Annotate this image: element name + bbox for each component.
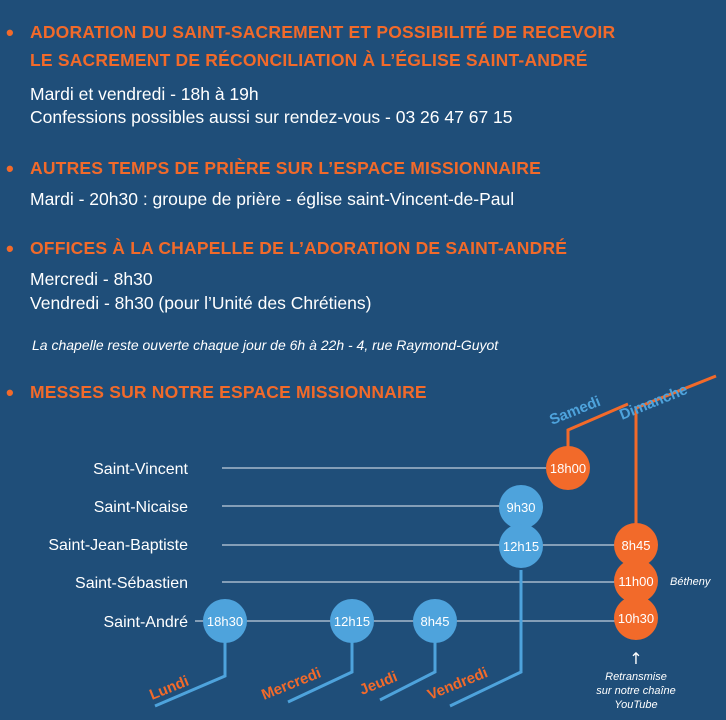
time-label: 8h45 [621,538,651,553]
day-label-samedi: Samedi [547,392,603,429]
time-label: 8h45 [420,614,450,629]
time-label: 9h30 [506,500,536,515]
bullet-messes: • [6,380,14,405]
bullet-adoration: • [6,20,14,45]
mass-lundi-andre [203,599,247,643]
bullet-priere: • [6,156,14,181]
church-label-nicaise: Saint-Nicaise [93,499,188,516]
heading-offices: OFFICES À LA CHAPELLE DE L’ADORATION DE SAINT-ANDRÉ [30,238,568,258]
time-label: 10h30 [617,611,655,626]
church-label-sebastien: Saint-Sébastien [75,575,188,592]
mass-mercredi-andre [330,599,374,643]
time-label: 18h00 [549,461,587,476]
time-label: 12h15 [333,614,371,629]
time-label: 12h15 [502,539,540,554]
mass-jeudi-andre [413,599,457,643]
church-label-andre: Saint-André [103,614,188,631]
day-label-mercredi: Mercredi [259,664,324,704]
youtube-note-line1: Retransmise [605,671,667,683]
day-label-dimanche: Dimanche [617,381,690,424]
day-label-jeudi: Jeudi [357,668,400,699]
priere-schedule: Mardi - 20h30 : groupe de prière - église saint-Vincent-de-Paul [30,189,515,209]
mass-dimanche-andre [614,596,658,640]
day-label-vendredi: Vendredi [425,664,491,704]
offices-mercredi: Mercredi - 8h30 [30,269,153,289]
stem-mercredi [288,640,352,702]
heading-adoration-line1: ADORATION DU SAINT-SACREMENT ET POSSIBILITÉ DE RECEVOIR [30,22,616,42]
heading-priere: AUTRES TEMPS DE PRIÈRE SUR L’ESPACE MISSIONNAIRE [30,158,542,178]
betheny-note: Bétheny [670,576,711,588]
heading-adoration-line2: LE SACREMENT DE RÉCONCILIATION À L’ÉGLISE SAINT-ANDRÉ [30,50,588,70]
chapelle-note: La chapelle reste ouverte chaque jour de 6h à 22h - 4, rue Raymond-Guyot [32,337,499,353]
bullet-offices: • [6,236,14,261]
arrow-up-icon: ↑ [629,649,643,668]
church-label-vincent: Saint-Vincent [93,461,188,478]
day-label-lundi: Lundi [147,672,192,704]
church-label-jean-baptiste: Saint-Jean-Baptiste [48,537,188,554]
mass-vendredi-jean-baptiste [499,524,543,568]
youtube-note-line2: sur notre chaîne [596,685,676,697]
time-label: 18h30 [206,614,244,629]
mass-vendredi-nicaise [499,485,543,529]
time-label: 11h00 [618,574,654,589]
mass-samedi-vincent [546,446,590,490]
heading-messes: MESSES SUR NOTRE ESPACE MISSIONNAIRE [30,382,427,402]
adoration-schedule: Mardi et vendredi - 18h à 19h [30,84,259,104]
offices-vendredi: Vendredi - 8h30 (pour l’Unité des Chrétiens) [30,293,372,313]
confessions-info: Confessions possibles aussi sur rendez-vous - 03 26 47 67 15 [30,107,513,127]
youtube-note-line3: YouTube [614,699,658,711]
